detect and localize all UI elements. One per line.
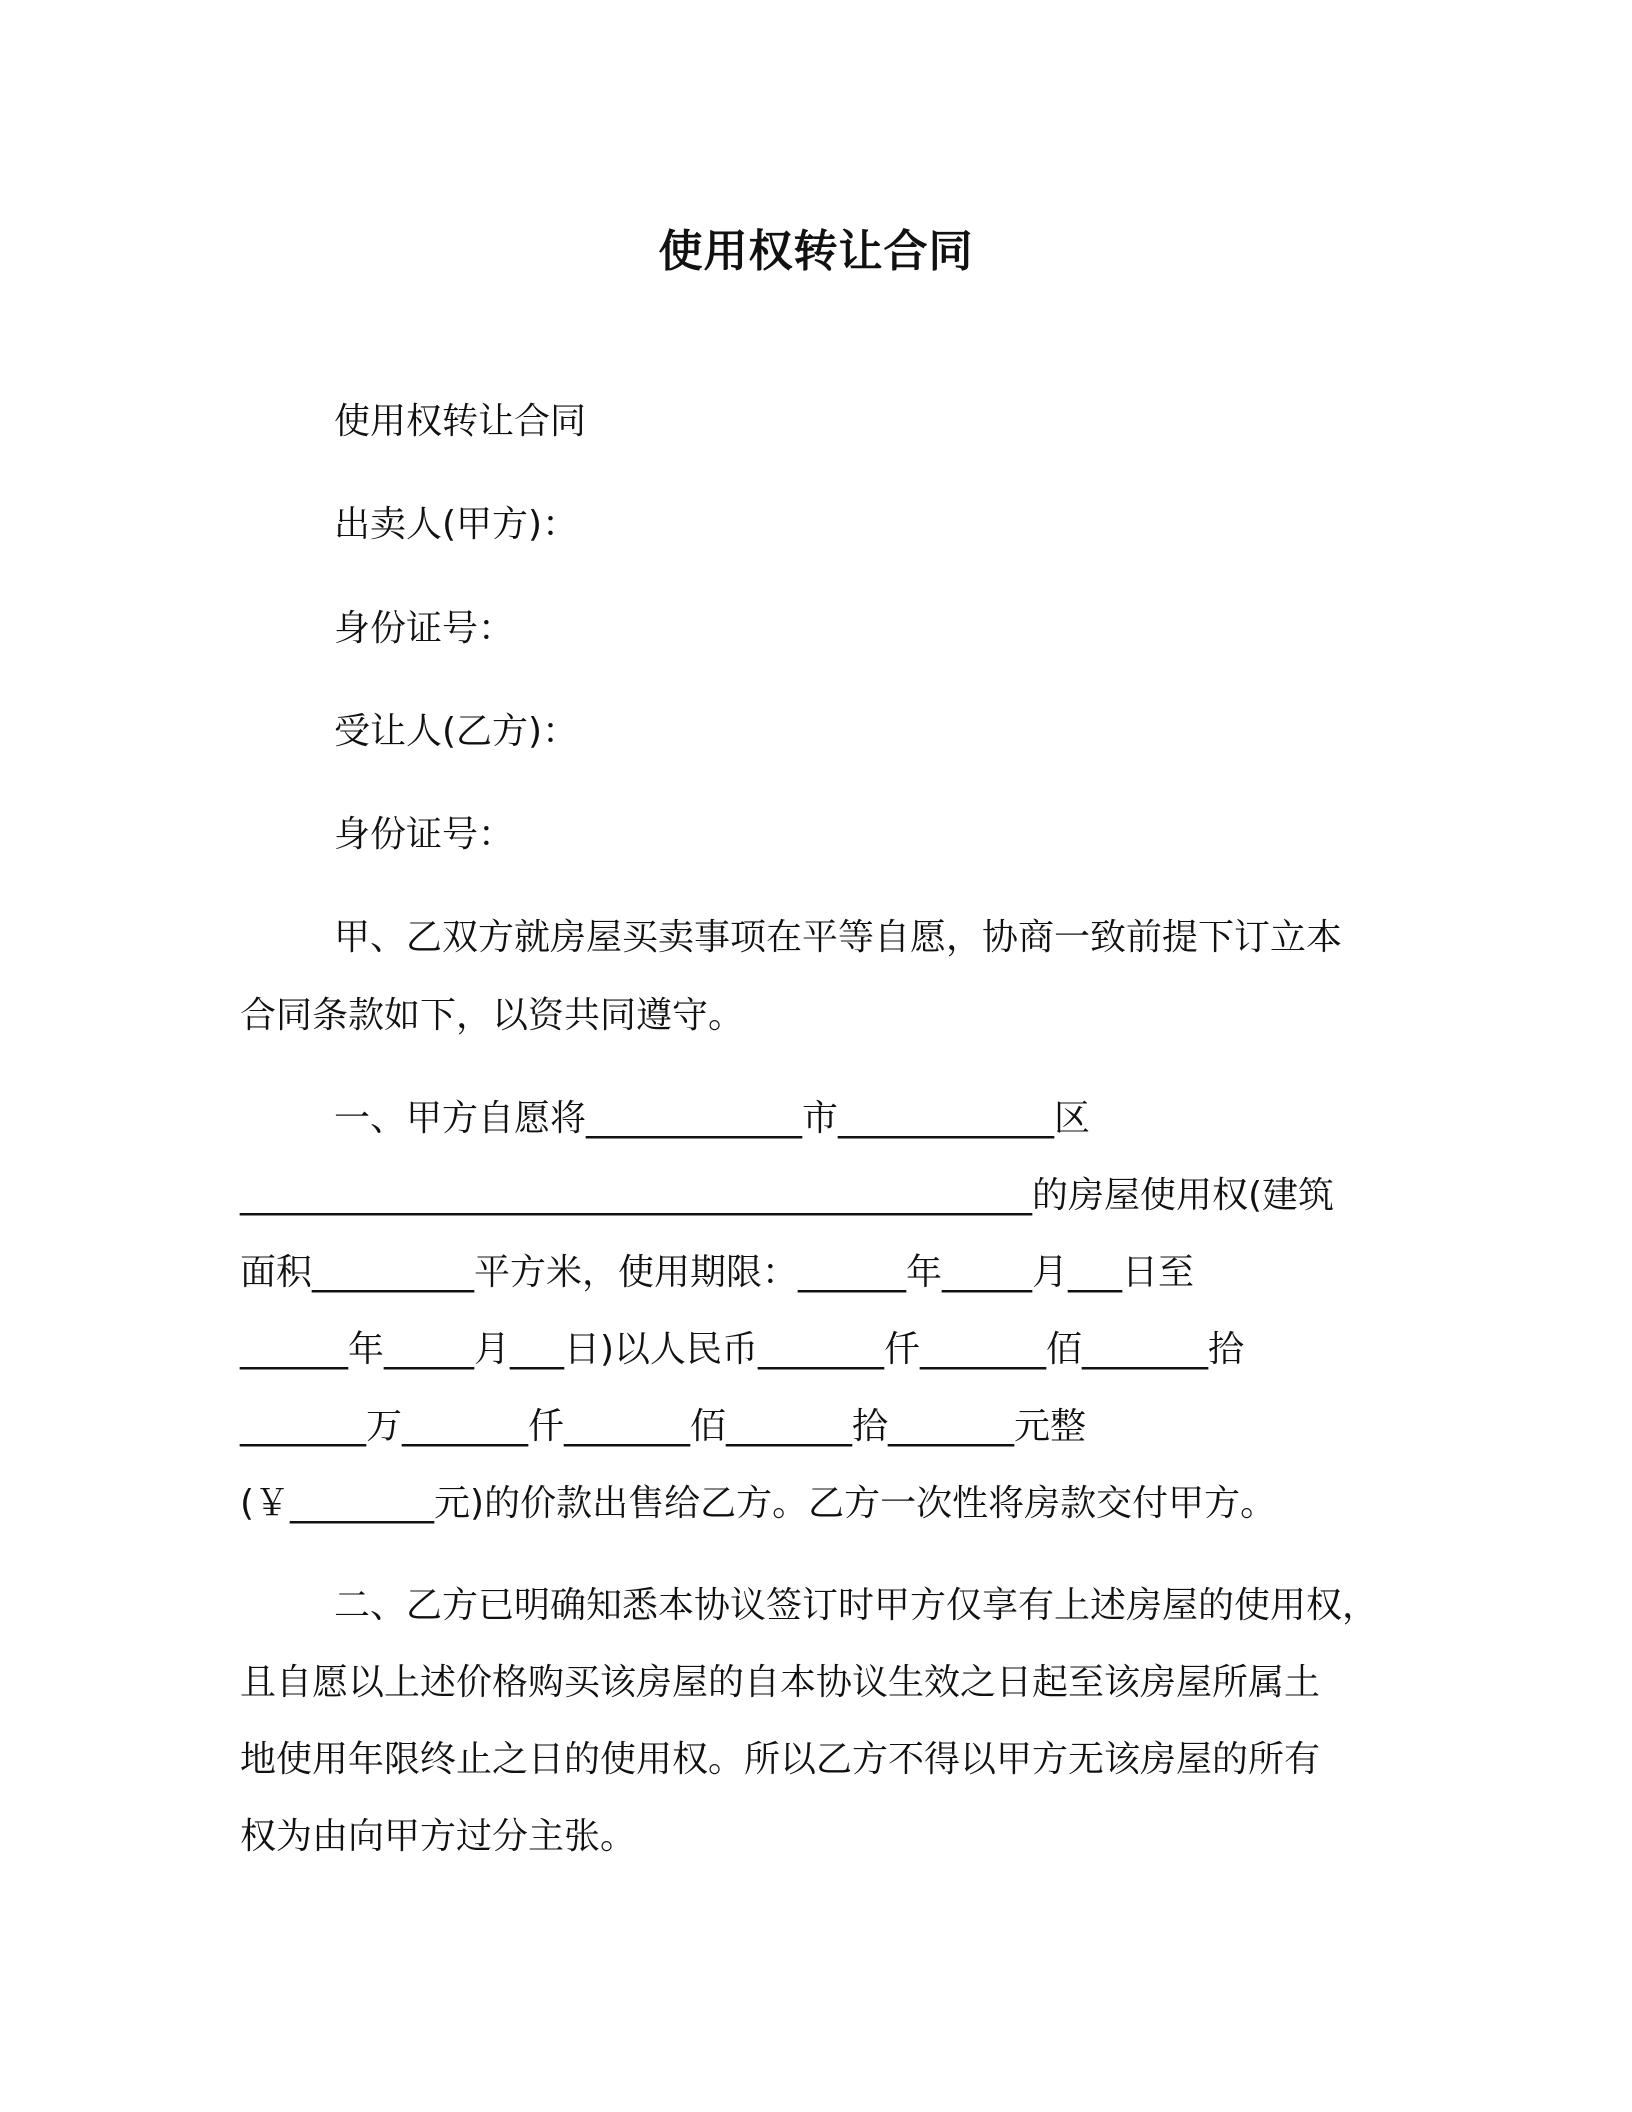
clause1-line-6: (￥________元)的价款出售给乙方。乙方一次性将房款交付甲方。: [240, 1483, 1277, 1524]
clause1-line-1: 一、甲方自愿将____________市____________区: [334, 1098, 1091, 1139]
clause2-line-2: 且自愿以上述价格购买该房屋的自本协议生效之日起至该房屋所属土: [240, 1662, 1321, 1703]
seller-line: 出卖人(甲方)：: [334, 504, 579, 545]
clause2-line-3: 地使用年限终止之日的使用权。所以乙方不得以甲方无该房屋的所有: [240, 1739, 1321, 1780]
clause1-line-4: ______年_____月___日)以人民币_______仟_______佰_______拾: [240, 1329, 1245, 1370]
buyer-id-line: 身份证号：: [334, 814, 515, 855]
clause1-line-3: 面积_________平方米，使用期限：______年_____月___日至: [240, 1252, 1195, 1293]
clause2-line-1: 二、乙方已明确知悉本协议签订时甲方仅享有上述房屋的使用权，: [334, 1585, 1379, 1626]
intro-line-1: 甲、乙双方就房屋买卖事项在平等自愿，协商一致前提下订立本: [334, 917, 1343, 958]
buyer-line: 受让人(乙方)：: [334, 711, 579, 752]
clause2-line-4: 权为由向甲方过分主张。: [240, 1816, 637, 1857]
clause1-line-5: _______万_______仟_______佰_______拾_______元整: [240, 1406, 1086, 1447]
subtitle-line: 使用权转让合同: [334, 401, 587, 442]
seller-id-line: 身份证号：: [334, 608, 515, 649]
intro-line-2: 合同条款如下，以资共同遵守。: [240, 995, 745, 1036]
document-title: 使用权转让合同: [658, 226, 974, 277]
clause1-line-2: ____________________________________________的房屋使用权(建筑: [240, 1175, 1335, 1216]
